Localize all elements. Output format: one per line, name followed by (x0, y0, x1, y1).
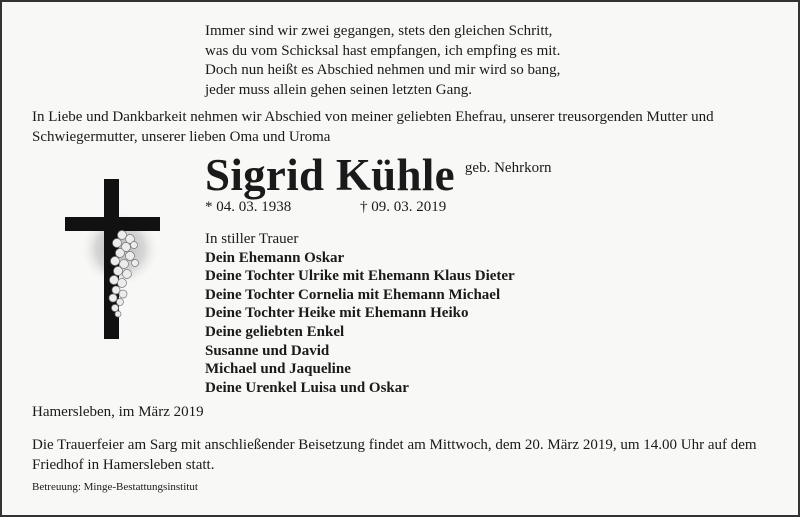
mourner-line: Deine Tochter Ulrike mit Ehemann Klaus Dieter (205, 268, 515, 285)
mourner-line: Deine Tochter Heike mit Ehemann Heiko (205, 305, 469, 322)
undertaker-credit: Betreuung: Minge-Bestattungsinstitut (32, 481, 198, 493)
mourner-line: Deine geliebten Enkel (205, 323, 345, 340)
poem-line: Doch nun heißt es Abschied nehmen und mir wird so bang, (205, 62, 561, 78)
death-date: † 09. 03. 2019 (360, 199, 447, 215)
cross-with-flowers-icon (60, 177, 170, 347)
mourner-line: Susanne und David (205, 342, 330, 359)
maiden-name: geb. Nehrkorn (464, 160, 552, 176)
poem (205, 22, 560, 100)
mourners-list (205, 230, 515, 397)
deceased-name-row (205, 149, 552, 201)
mourner-line: Michael und Jaqueline (205, 361, 351, 378)
mourner-line: Deine Urenkel Luisa und Oskar (205, 379, 409, 396)
intro-text: In Liebe und Dankbarkeit nehmen wir Abschied von meiner geliebten Ehefrau, unserer treusorgenden Mutter und Schwiegermutter, unserer lieben Oma und Uroma (32, 109, 714, 145)
funeral-info: Die Trauerfeier am Sarg mit anschließender Beisetzung findet am Mittwoch, dem 20. März 2019, um 14.00 Uhr auf dem Friedhof in Hamersleben statt. (32, 437, 757, 473)
poem-line: jeder muss allein gehen seinen letzten Gang. (205, 81, 472, 98)
poem-line: was du vom Schicksal hast empfangen, ich empfing es mit. (205, 42, 561, 59)
place-date: Hamersleben, im März 2019 (32, 404, 204, 420)
mourner-line: Dein Ehemann Oskar (205, 249, 345, 266)
mourner-line: Deine Tochter Cornelia mit Ehemann Michael (205, 286, 501, 303)
deceased-name: Sigrid Kühle (205, 150, 455, 200)
birth-date: * 04. 03. 1938 (205, 199, 292, 215)
poem-line: Immer sind wir zwei gegangen, stets den gleichen Schritt, (205, 23, 553, 39)
mourning-intro: In stiller Trauer (205, 231, 299, 247)
